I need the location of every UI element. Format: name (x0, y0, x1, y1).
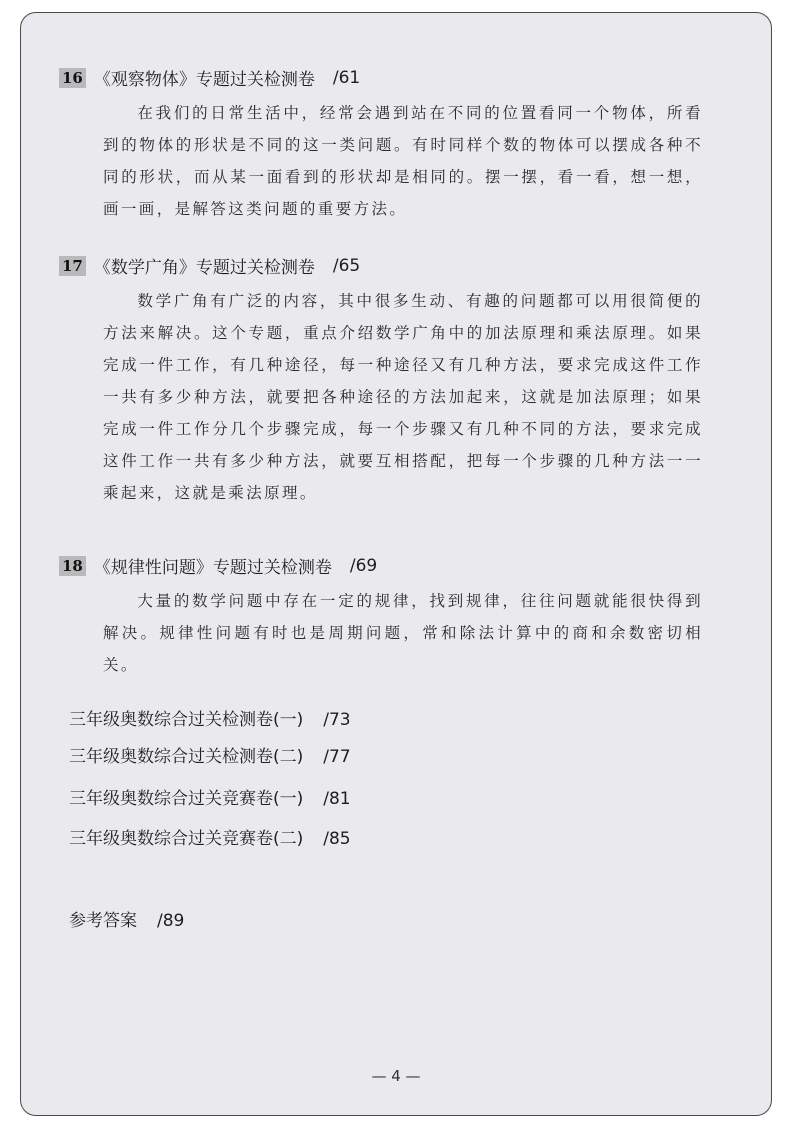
section-description-18: 大量的数学问题中存在一定的规律，找到规律，往往问题就能很快得到解决。规律性问题有时也是周期问题，常和除法计算中的商和余数密切相关。 (103, 592, 703, 674)
toc-title: 三年级奥数综合过关竞赛卷(一) (69, 789, 304, 809)
section-title: 《规律性问题》专题过关检测卷 (93, 558, 332, 578)
section-heading-17 (59, 253, 360, 278)
toc-entry (69, 784, 351, 809)
book-page (20, 12, 772, 1116)
toc-entry (69, 824, 351, 849)
section-number: 17 (59, 256, 86, 276)
page-number: — 4 — (371, 1067, 421, 1085)
section-description-16: 在我们的日常生活中，经常会遇到站在不同的位置看同一个物体，所看到的物体的形状是不同的这一类问题。有时同样个数的物体可以摆成各种不同的形状，而从某一面看到的形状却是相同的。摆一摆，看一看，想一想，画一画，是解答这类问题的重要方法。 (103, 104, 703, 218)
toc-title: 三年级奥数综合过关检测卷(二) (69, 747, 304, 767)
section-number: 18 (59, 556, 86, 576)
toc-entry-answers (69, 906, 184, 931)
section-page-ref: /61 (332, 67, 361, 88)
section-title: 《观察物体》专题过关检测卷 (93, 70, 315, 90)
section-number: 16 (59, 68, 86, 88)
section-page-ref: /69 (349, 555, 378, 576)
toc-title: 三年级奥数综合过关竞赛卷(二) (69, 829, 304, 849)
toc-page: /89 (157, 911, 185, 931)
toc-entry (69, 742, 351, 767)
section-description-17: 数学广角有广泛的内容，其中很多生动、有趣的问题都可以用很简便的方法来解决。这个专题，重点介绍数学广角中的加法原理和乘法原理。如果完成一件工作，有几种途径，每一种途径又有几种方法，要求完成这件工作一共有多少种方法，就要把各种途径的方法加起来，这就是加法原理；如果完成一件工作分几个步骤完成，每一个步骤又有几种不同的方法，要求完成这件工作一共有多少种方法，就要互相搭配，把每一个步骤的几种方法一一乘起来，这就是乘法原理。 (103, 292, 703, 502)
section-heading-16 (59, 65, 360, 90)
toc-page: /73 (323, 710, 351, 730)
page-content (21, 13, 771, 1115)
toc-page: /81 (323, 789, 351, 809)
toc-page: /77 (323, 747, 351, 767)
toc-title: 参考答案 (69, 911, 137, 931)
toc-page: /85 (323, 829, 351, 849)
toc-title: 三年级奥数综合过关检测卷(一) (69, 710, 304, 730)
section-page-ref: /65 (332, 255, 361, 276)
section-title: 《数学广角》专题过关检测卷 (93, 258, 315, 278)
toc-entry (69, 705, 351, 730)
section-heading-18 (59, 553, 377, 578)
